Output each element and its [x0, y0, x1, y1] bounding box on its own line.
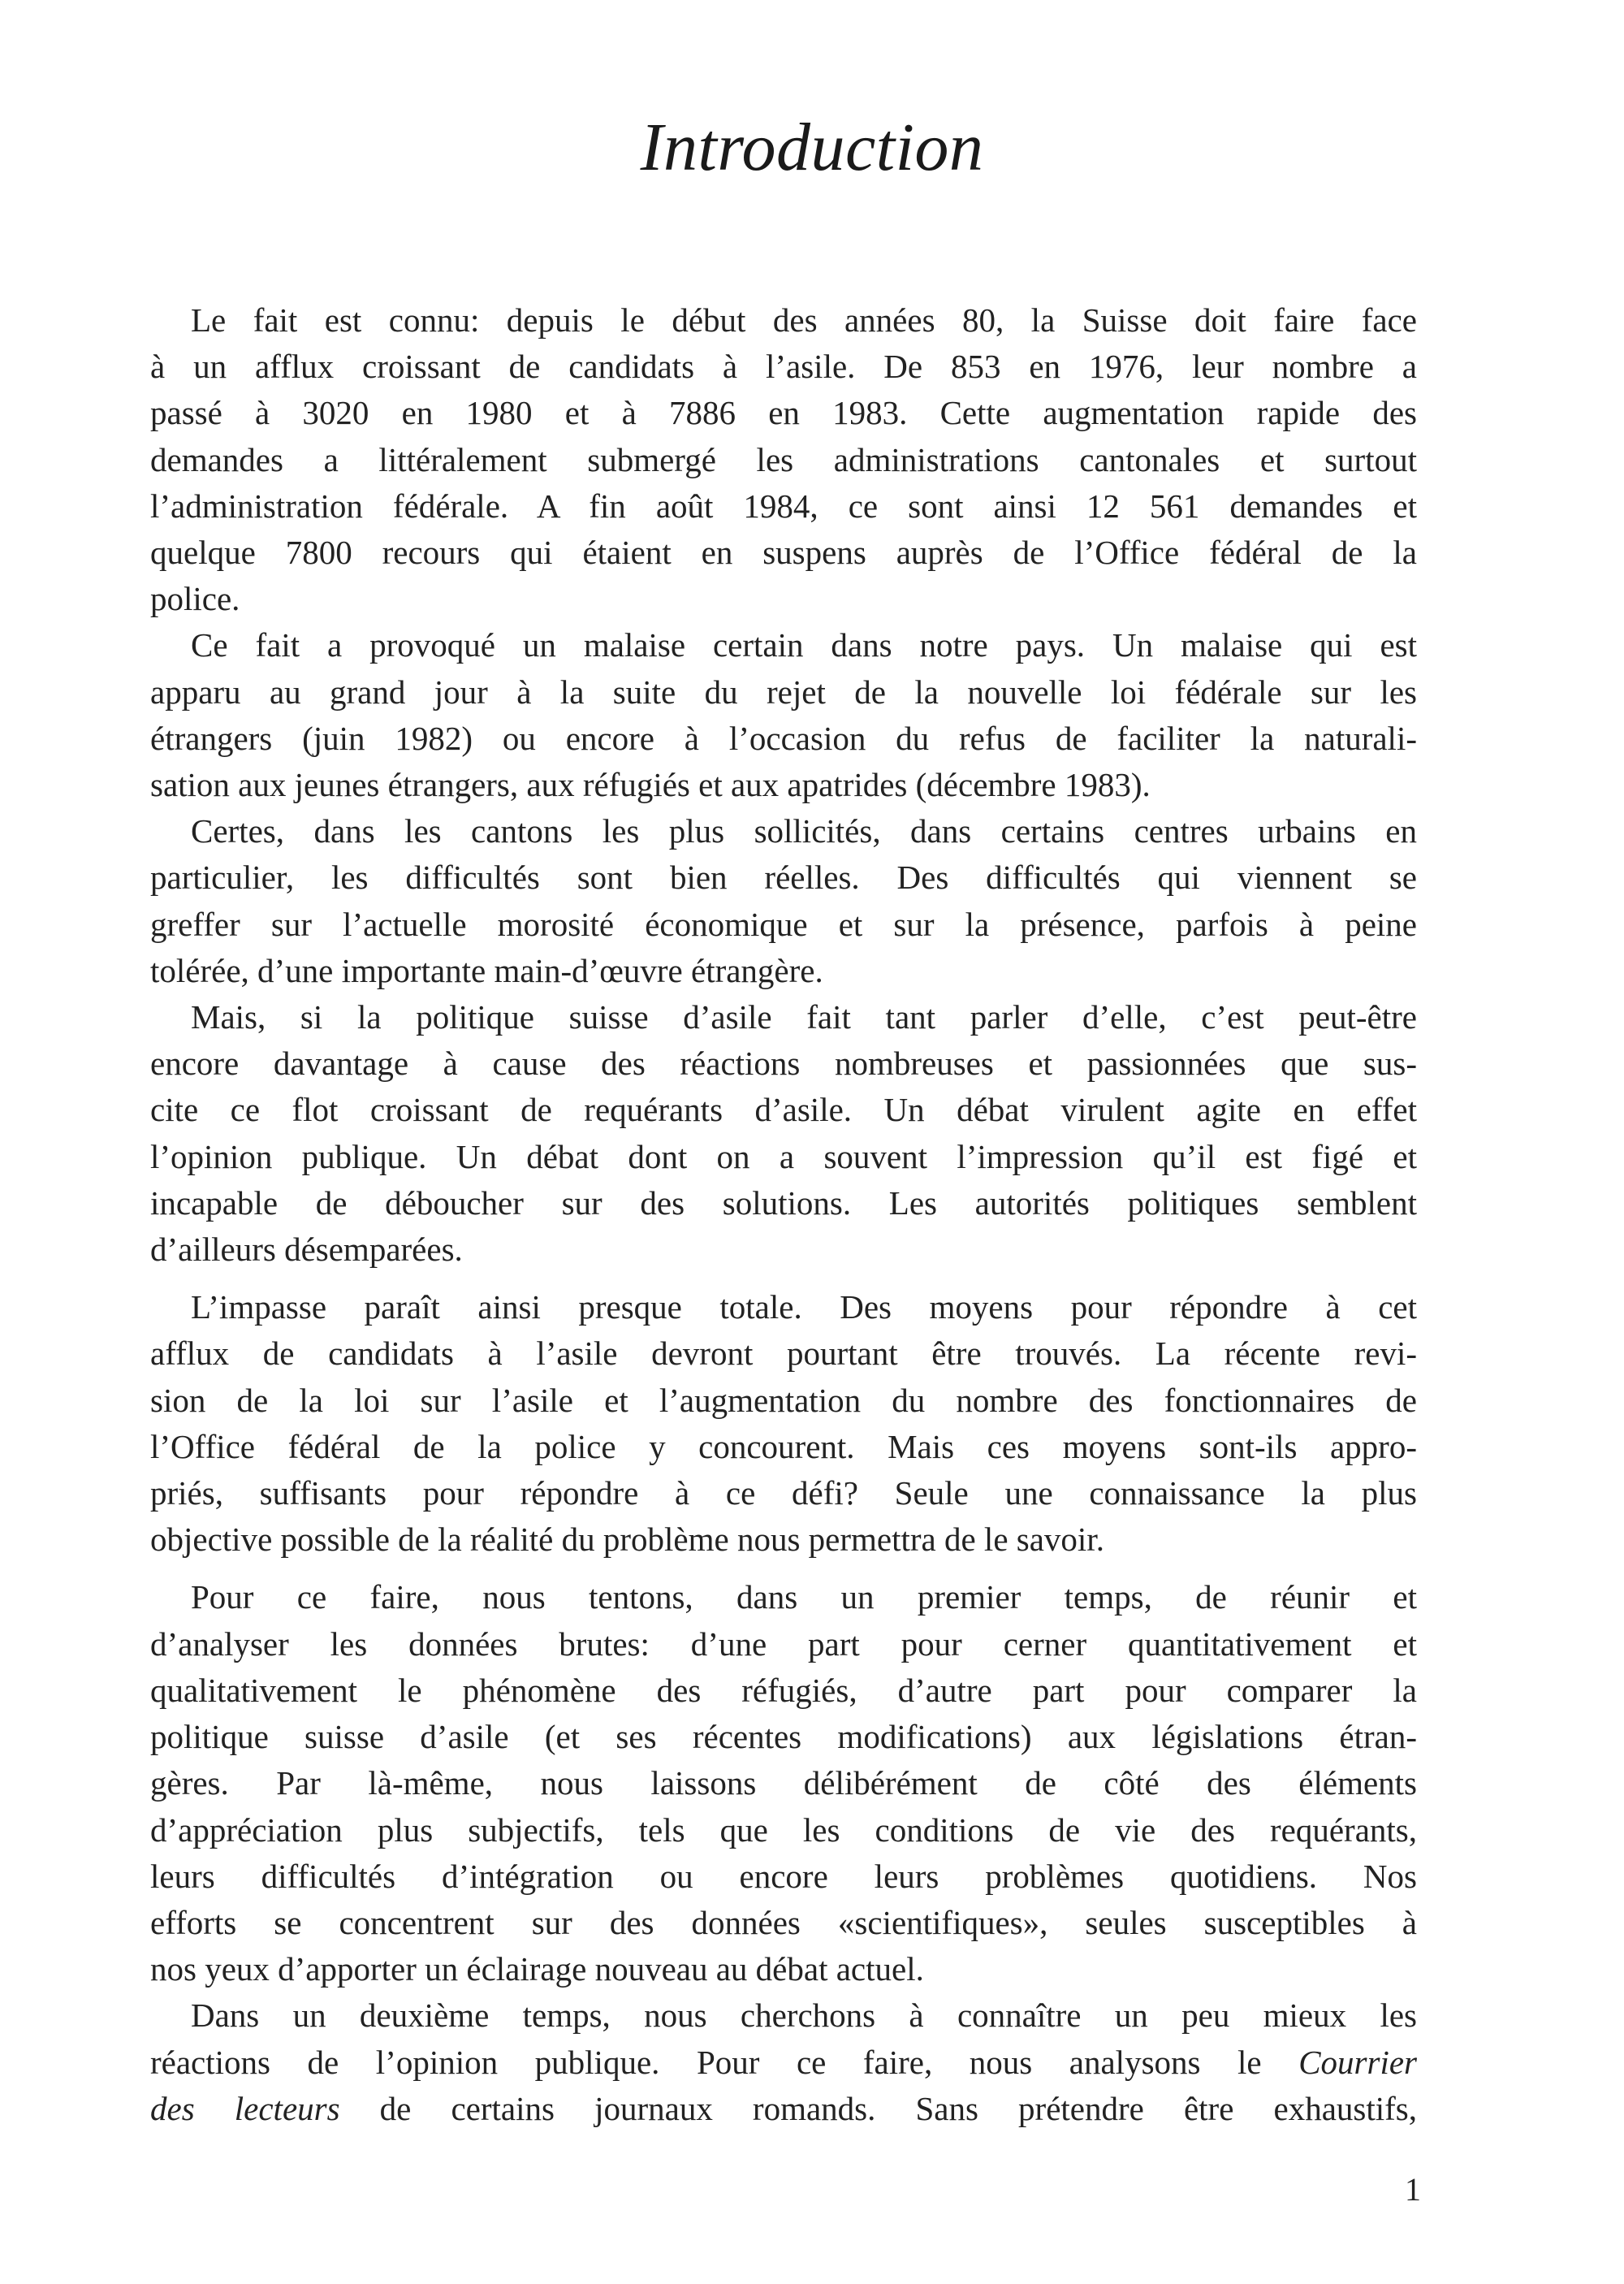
text-line: l’Office fédéral de la police y concourent. Mais ces moyens sont-ils appro-	[150, 1427, 1417, 1465]
text-segment: de certains journaux romands. Sans prétendre être exhaustifs,	[379, 2089, 1417, 2127]
text-line-with-italic	[150, 2086, 1417, 2132]
text-line: d’appréciation plus subjectifs, tels que les conditions de vie des requérants,	[150, 1810, 1417, 1849]
text-line: d’ailleurs désemparées.	[150, 1231, 463, 1269]
text-line: sation aux jeunes étrangers, aux réfugiés et aux apatrides (décembre 1983).	[150, 766, 1151, 804]
text-line: sion de la loi sur l’asile et l’augmentation du nombre des fonctionnaires de	[150, 1381, 1417, 1419]
text-line: tolérée, d’une importante main-d’œuvre étrangère.	[150, 951, 823, 989]
text-line: étrangers (juin 1982) ou encore à l’occasion du refus de faciliter la naturali-	[150, 719, 1417, 757]
text-line: particulier, les difficultés sont bien réelles. Des difficultés qui viennent se	[150, 859, 1417, 897]
paragraph-6	[150, 1574, 1417, 1992]
text-line: Le fait est connu: depuis le début des années 80, la Suisse doit faire face	[191, 301, 1417, 339]
text-line: d’analyser les données brutes: d’une part pour cerner quantitativement et	[150, 1624, 1417, 1663]
text-line: objective possible de la réalité du problème nous permettra de le savoir.	[150, 1521, 1104, 1559]
text-line: l’opinion publique. Un débat dont on a souvent l’impression qu’il est figé et	[150, 1137, 1417, 1175]
paragraph-4	[150, 994, 1417, 1273]
text-line: nos yeux d’apporter un éclairage nouveau au débat actuel.	[150, 1950, 924, 1988]
text-line: à un afflux croissant de candidats à l’asile. De 853 en 1976, leur nombre a	[150, 348, 1417, 386]
italic-title-des-lecteurs: des lecteurs	[150, 2089, 340, 2127]
paragraph-2	[150, 622, 1417, 808]
text-line: passé à 3020 en 1980 et à 7886 en 1983. Cette augmentation rapide des	[150, 394, 1417, 432]
text-line: apparu au grand jour à la suite du rejet de la nouvelle loi fédérale sur les	[150, 673, 1417, 711]
text-line: gères. Par là-même, nous laissons délibérément de côté des éléments	[150, 1764, 1417, 1802]
text-line: greffer sur l’actuelle morosité économique et sur la présence, parfois à peine	[150, 905, 1417, 943]
text-line: efforts se concentrent sur des données «scientifiques», seules susceptibles à	[150, 1903, 1417, 1941]
page-number: 1	[1405, 2171, 1421, 2208]
text-line: cite ce flot croissant de requérants d’asile. Un débat virulent agite en effet	[150, 1091, 1417, 1129]
text-line: leurs difficultés d’intégration ou encore leurs problèmes quotidiens. Nos	[150, 1857, 1417, 1895]
text-line: demandes a littéralement submergé les administrations cantonales et surtout	[150, 440, 1417, 478]
text-line: encore davantage à cause des réactions nombreuses et passionnées que sus-	[150, 1045, 1417, 1083]
text-line: politique suisse d’asile (et ses récentes modifications) aux législations étran-	[150, 1718, 1417, 1756]
text-line: incapable de déboucher sur des solutions. Les autorités politiques semblent	[150, 1183, 1417, 1222]
text-line-with-italic	[150, 2040, 1417, 2086]
text-line: Mais, si la politique suisse d’asile fait tant parler d’elle, c’est peut-être	[191, 998, 1417, 1036]
page-title: Introduction	[640, 110, 984, 185]
text-line: qualitativement le phénomène des réfugiés, d’autre part pour comparer la	[150, 1671, 1417, 1709]
italic-title-courrier: Courrier	[1298, 2043, 1418, 2081]
paragraph-7	[150, 1992, 1417, 2132]
text-line: Ce fait a provoqué un malaise certain dans notre pays. Un malaise qui est	[191, 626, 1417, 664]
text-line: Dans un deuxième temps, nous cherchons à connaître un peu mieux les	[191, 1996, 1417, 2035]
text-line: Pour ce faire, nous tentons, dans un premier temps, de réunir et	[191, 1578, 1417, 1616]
body-text	[150, 297, 1417, 2132]
text-segment: réactions de l’opinion publique. Pour ce faire, nous analysons le	[150, 2043, 1262, 2081]
paragraph-1	[150, 297, 1417, 622]
text-line: l’administration fédérale. A fin août 1984, ce sont ainsi 12 561 demandes et	[150, 487, 1417, 525]
paragraph-3	[150, 808, 1417, 994]
text-line: Certes, dans les cantons les plus sollicités, dans certains centres urbains en	[191, 812, 1417, 850]
text-line: L’impasse paraît ainsi presque totale. Des moyens pour répondre à cet	[191, 1288, 1417, 1326]
text-line: police.	[150, 580, 240, 618]
text-line: priés, suffisants pour répondre à ce défi? Seule une connaissance la plus	[150, 1474, 1417, 1512]
text-line: quelque 7800 recours qui étaient en suspens auprès de l’Office fédéral de la	[150, 534, 1417, 572]
paragraph-5	[150, 1284, 1417, 1563]
text-line: afflux de candidats à l’asile devront pourtant être trouvés. La récente revi-	[150, 1334, 1417, 1373]
